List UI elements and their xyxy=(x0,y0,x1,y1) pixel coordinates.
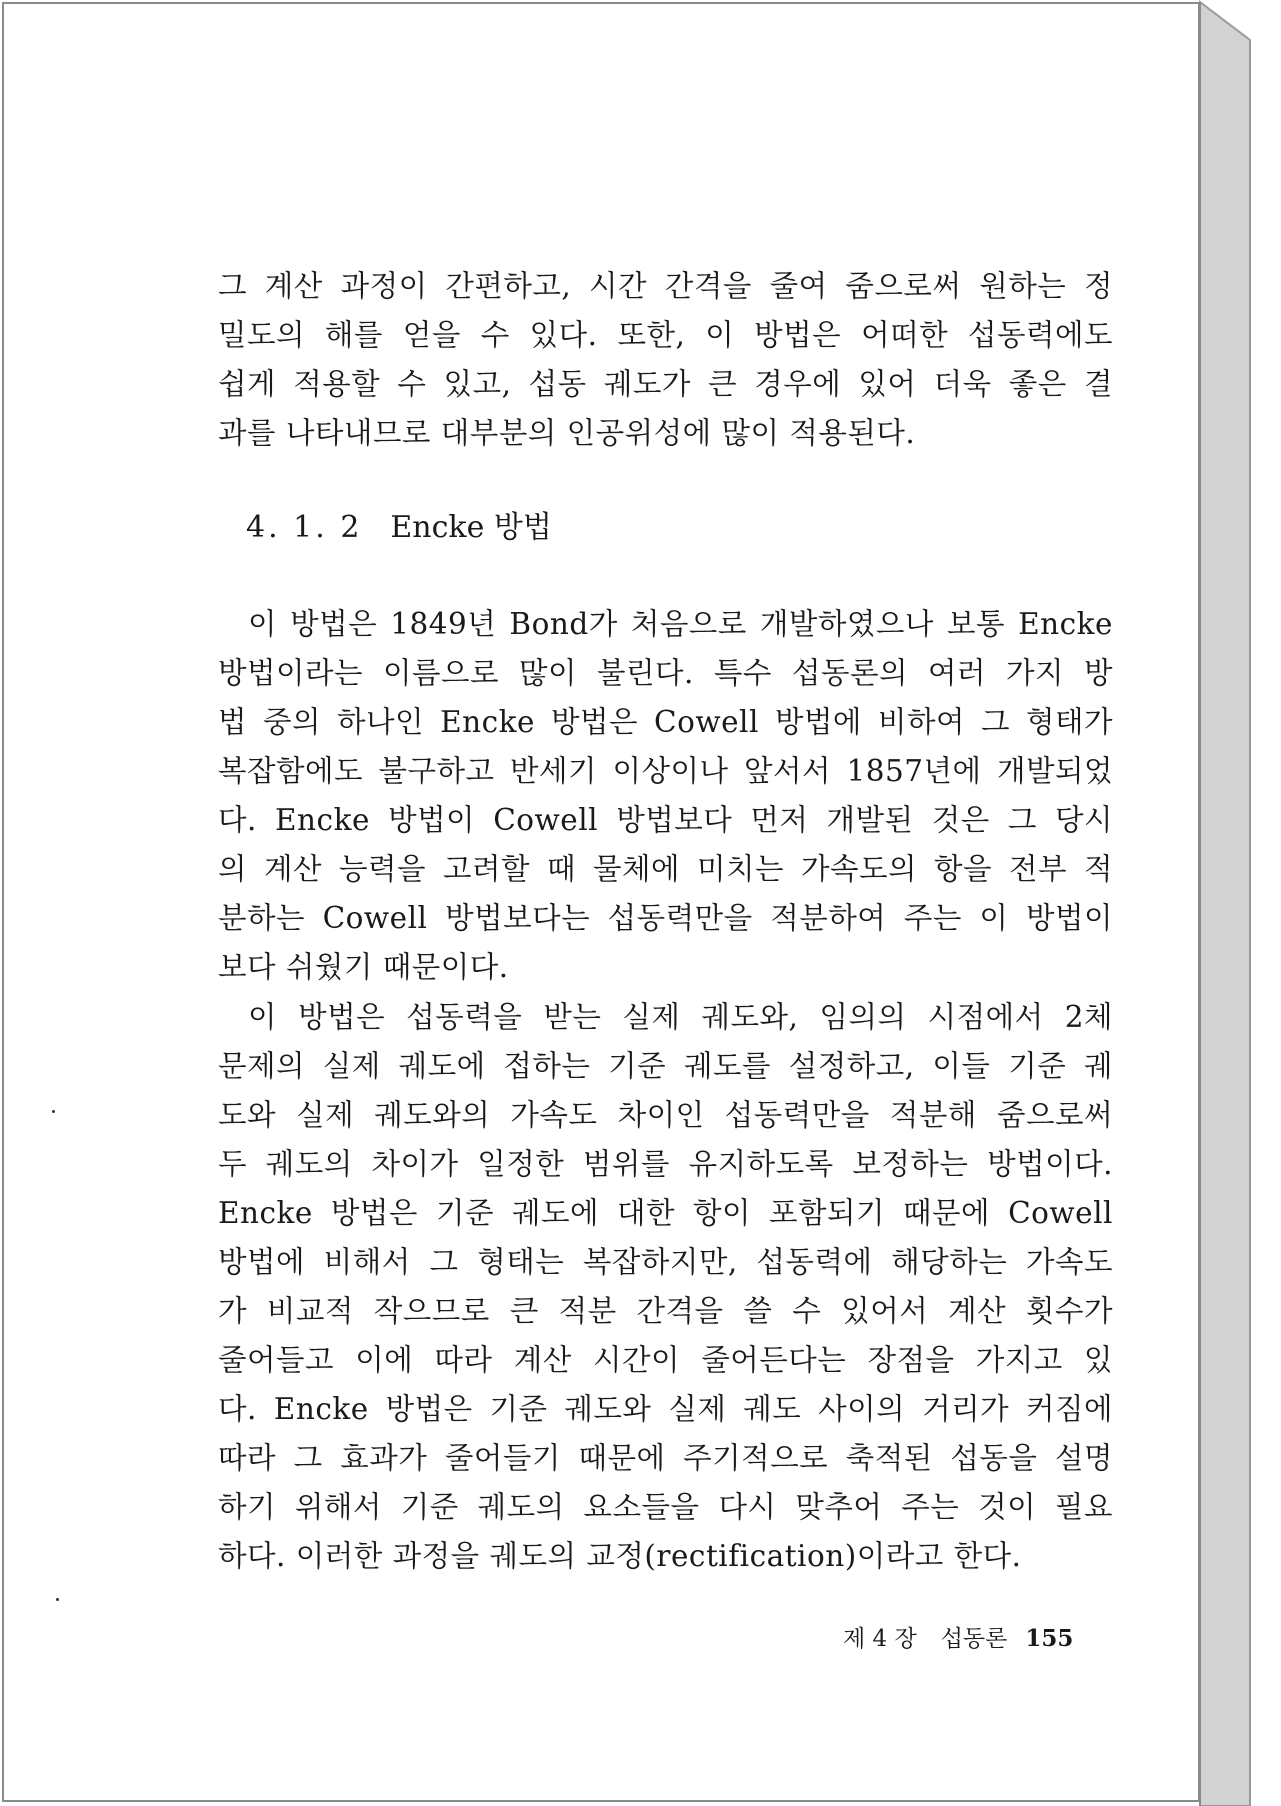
section-title: Encke 방법 xyxy=(390,510,552,545)
scan-speck xyxy=(56,1598,59,1601)
scan-speck xyxy=(52,1110,55,1113)
text-line: 법 중의 하나인 Encke 방법은 Cowell 방법에 비하여 그 형태가 xyxy=(218,705,1113,739)
text-line: Encke 방법은 기준 궤도에 대한 항이 포함되기 때문에 Cowell xyxy=(218,1196,1113,1230)
text-line: 쉽게 적용할 수 있고, 섭동 궤도가 큰 경우에 있어 더욱 좋은 결 xyxy=(218,367,1113,401)
page-footer xyxy=(843,1620,1073,1653)
text-line: 다. Encke 방법이 Cowell 방법보다 먼저 개발된 것은 그 당시 xyxy=(218,803,1113,837)
text-line: 도와 실제 궤도와의 가속도 차이인 섭동력만을 적분해 줌으로써 xyxy=(218,1098,1113,1132)
paragraph-method xyxy=(218,993,1113,1581)
text-line: 이 방법은 섭동력을 받는 실제 궤도와, 임의의 시점에서 2체 xyxy=(248,1000,1113,1034)
text-line: 따라 그 효과가 줄어들기 때문에 주기적으로 축적된 섭동을 설명 xyxy=(218,1441,1113,1475)
section-heading xyxy=(246,503,552,553)
text-line: 밀도의 해를 얻을 수 있다. 또한, 이 방법은 어떠한 섭동력에도 xyxy=(218,318,1113,352)
paragraph-intro xyxy=(218,262,1113,458)
text-line: 과를 나타내므로 대부분의 인공위성에 많이 적용된다. xyxy=(218,416,916,450)
paragraph-history xyxy=(218,600,1113,992)
text-line: 하기 위해서 기준 궤도의 요소들을 다시 맞추어 주는 것이 필요 xyxy=(218,1490,1113,1524)
text-line: 방법이라는 이름으로 많이 불린다. 특수 섭동론의 여러 가지 방 xyxy=(218,656,1113,690)
text-line: 하다. 이러한 과정을 궤도의 교정(rectification)이라고 한다. xyxy=(218,1539,1022,1573)
text-line: 문제의 실제 궤도에 접하는 기준 궤도를 설정하고, 이들 기준 궤 xyxy=(218,1049,1113,1083)
page-number: 155 xyxy=(1025,1625,1074,1652)
text-line: 두 궤도의 차이가 일정한 범위를 유지하도록 보정하는 방법이다. xyxy=(218,1147,1113,1181)
text-line: 이 방법은 1849년 Bond가 처음으로 개발하였으나 보통 Encke xyxy=(248,607,1113,641)
text-line: 가 비교적 작으므로 큰 적분 간격을 쓸 수 있어서 계산 횟수가 xyxy=(218,1294,1113,1328)
text-line: 복잡함에도 불구하고 반세기 이상이나 앞서서 1857년에 개발되었 xyxy=(218,754,1113,788)
text-line: 의 계산 능력을 고려할 때 물체에 미치는 가속도의 항을 전부 적 xyxy=(218,852,1113,886)
text-line: 분하는 Cowell 방법보다는 섭동력만을 적분하여 주는 이 방법이 xyxy=(218,901,1113,935)
text-line: 다. Encke 방법은 기준 궤도와 실제 궤도 사이의 거리가 커짐에 xyxy=(218,1392,1113,1426)
chapter-title: 섭동론 xyxy=(940,1626,1008,1652)
chapter-label: 제 4 장 xyxy=(843,1626,917,1652)
text-line: 그 계산 과정이 간편하고, 시간 간격을 줄여 줌으로써 원하는 정 xyxy=(218,269,1113,303)
text-line: 보다 쉬웠기 때문이다. xyxy=(218,950,509,984)
section-number: 4. 1. 2 xyxy=(246,510,363,545)
text-line: 줄어들고 이에 따라 계산 시간이 줄어든다는 장점을 가지고 있 xyxy=(218,1343,1113,1377)
text-line: 방법에 비해서 그 형태는 복잡하지만, 섭동력에 해당하는 가속도 xyxy=(218,1245,1113,1279)
